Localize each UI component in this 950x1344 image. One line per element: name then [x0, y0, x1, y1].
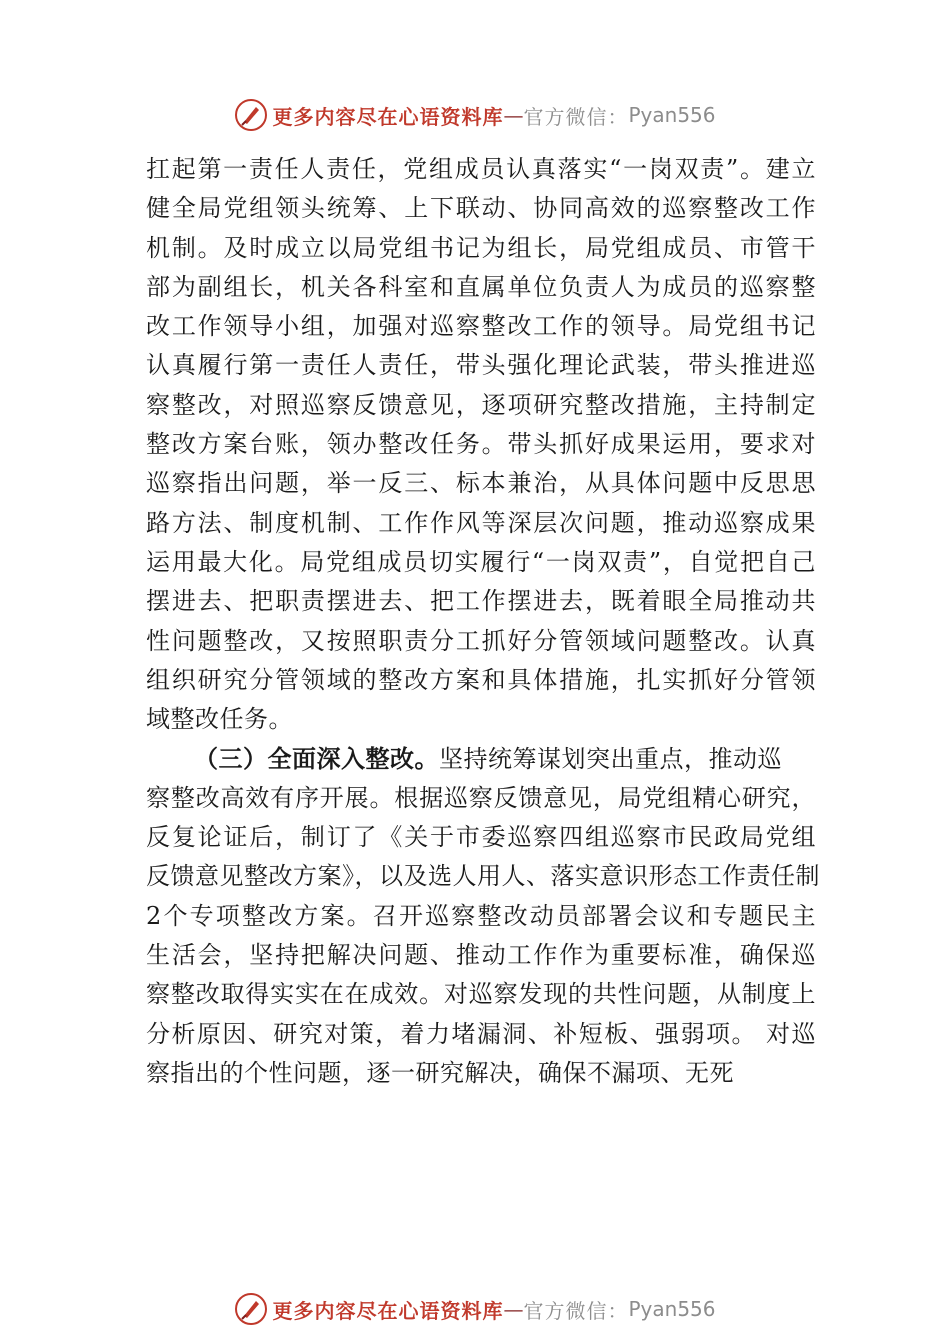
footer-banner [0, 1289, 950, 1329]
footer-wechat-id: Pyan556 [628, 1297, 716, 1321]
text-line: 组织研究分管领域的整改方案和具体措施，扎实抓好分管领 [146, 665, 816, 694]
header-wechat-label: 官方微信： [523, 104, 629, 129]
text-line: 机制。及时成立以局党组书记为组长，局党组成员、市管干 [146, 233, 816, 262]
text-line: 2个专项整改方案。召开巡察整改动员部署会议和专题民主 [146, 901, 816, 930]
document-body [146, 150, 820, 1093]
text-line: 摆进去、把职责摆进去、把工作摆进去，既着眼全局推动共 [146, 587, 816, 616]
text-line: 分析原因、研究对策，着力堵漏洞、补短板、强弱项。 对巡 [146, 1019, 816, 1048]
text-line: 察指出的个性问题，逐一研究解决，确保不漏项、无死 [146, 1058, 734, 1087]
text-line: 认真履行第一责任人责任，带头强化理论武装，带头推进巡 [146, 351, 816, 380]
header-banner [0, 95, 950, 135]
quill-logo-icon [234, 1292, 268, 1326]
text-line: 察整改取得实实在在成效。对巡察发现的共性问题，从制度上 [146, 980, 816, 1009]
text-line: 扛起第一责任人责任，党组成员认真落实“一岗双责”。建立 [146, 155, 816, 183]
text-line: 改工作领导小组，加强对巡察整改工作的领导。局党组书记 [146, 312, 816, 341]
footer-brand: 更多内容尽在心语资料库 [272, 1298, 504, 1323]
text-line: 路方法、制度机制、工作作风等深层次问题，推动巡察成果 [146, 508, 816, 537]
paragraph-1 [146, 150, 816, 739]
text-line: 察整改高效有序开展。根据巡察反馈意见，局党组精心研究， [146, 783, 816, 812]
header-separator: — [503, 103, 524, 127]
footer-wechat-label: 官方微信： [523, 1298, 629, 1323]
footer-separator: — [503, 1297, 524, 1321]
text-line: 健全局党组领头统筹、上下联动、协同高效的巡察整改工作 [146, 194, 816, 223]
quill-logo-icon [234, 98, 268, 132]
text-line: 反复论证后，制订了《关于市委巡察四组巡察市民政局党组 [146, 823, 816, 852]
text-line: 察整改，对照巡察反馈意见，逐项研究整改措施，主持制定 [146, 390, 816, 419]
paragraph-2-first-line [146, 739, 816, 778]
text-line: 性问题整改，又按照职责分工抓好分管领域问题整改。认真 [146, 626, 816, 655]
text-line: 域整改任务。 [146, 705, 293, 734]
text-line: 巡察指出问题，举一反三、标本兼治，从具体问题中反思思 [146, 469, 816, 498]
section-heading: （三）全面深入整改。 [194, 744, 439, 774]
text-line: 部为副组长，机关各科室和直属单位负责人为成员的巡察整 [146, 272, 816, 301]
text-line: 反馈意见整改方案》，以及选人用人、落实意识形态工作责任制 [146, 862, 820, 891]
header-wechat-id: Pyan556 [628, 103, 716, 127]
paragraph-2-first-text: 坚持统筹谋划突出重点，推动巡 [439, 745, 782, 774]
paragraph-2 [146, 779, 820, 1093]
text-line: 生活会，坚持把解决问题、推动工作作为重要标准，确保巡 [146, 940, 816, 969]
text-line: 整改方案台账，领办整改任务。带头抓好成果运用，要求对 [146, 430, 816, 459]
text-line: 运用最大化。局党组成员切实履行“一岗双责”，自觉把自己 [146, 547, 816, 576]
header-brand: 更多内容尽在心语资料库 [272, 104, 504, 129]
